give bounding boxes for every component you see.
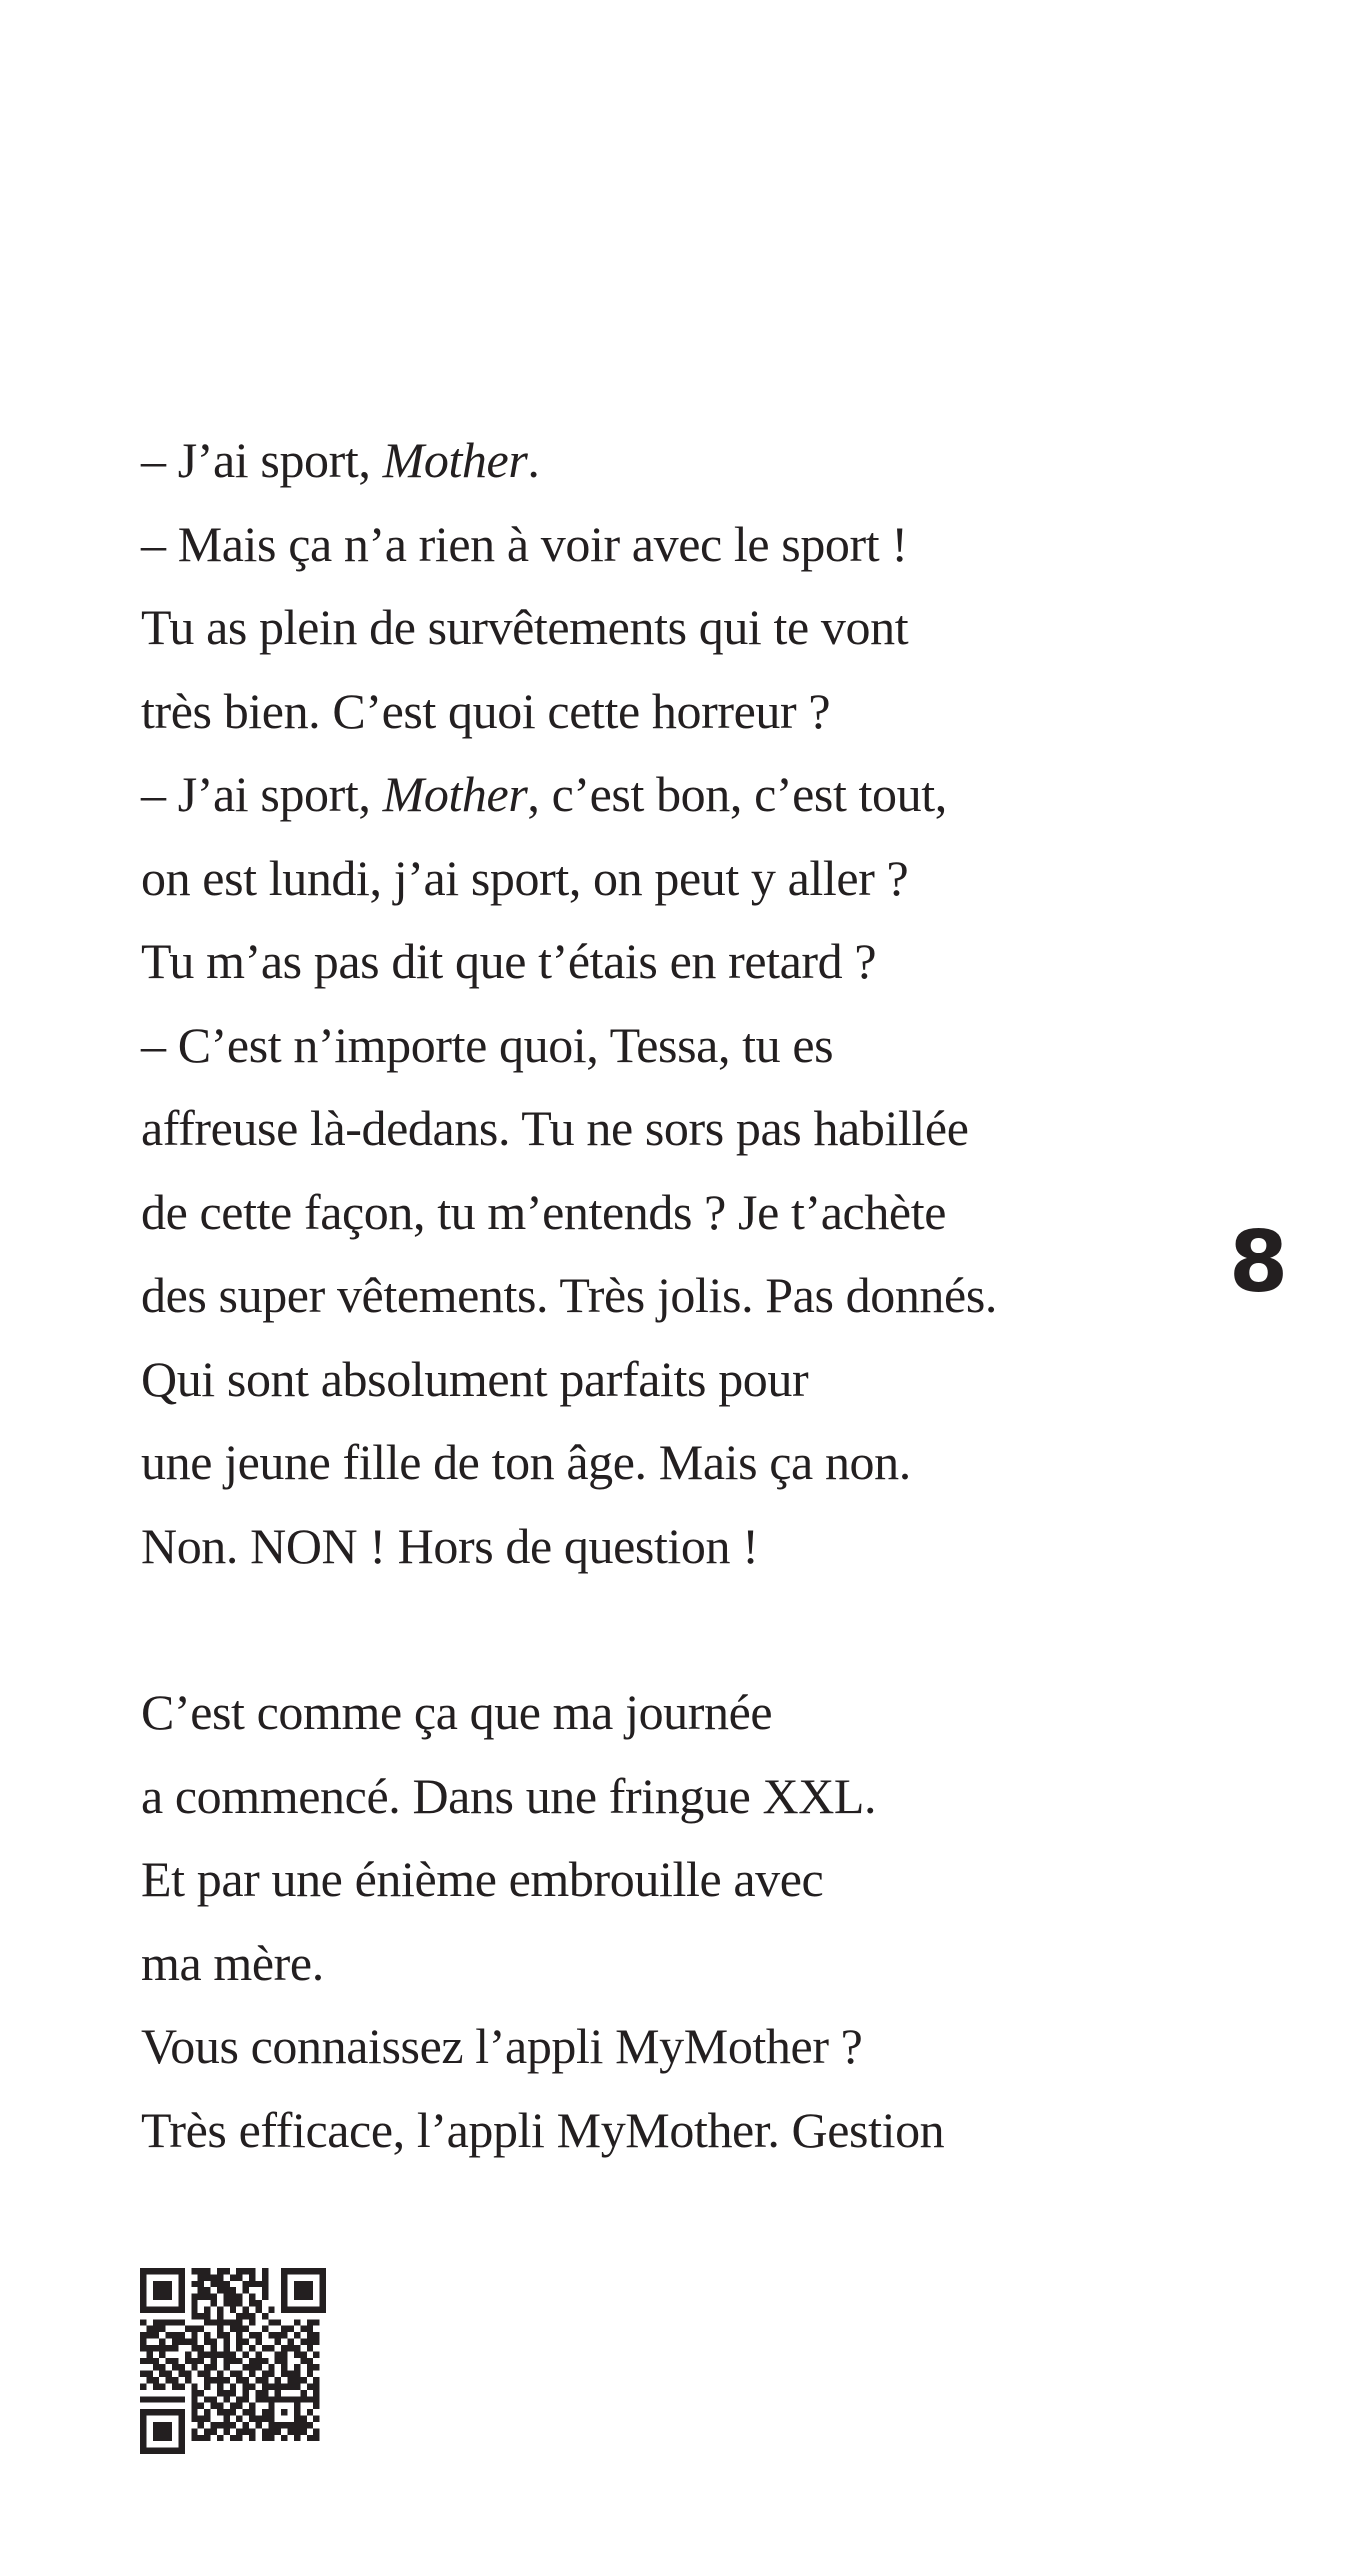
text-segment: Non. NON ! Hors de question ! [141,1517,759,1574]
text-line [141,1671,1141,1755]
text-segment: a commencé. Dans une fringue XXL. [141,1767,877,1824]
italic-text: Mother [382,432,528,488]
text-segment: de cette façon, tu m’entends ? Je t’achète [141,1183,947,1240]
text-line [141,2089,1141,2173]
text-line [141,753,1141,837]
text-line [141,1004,1141,1088]
text-segment: affreuse là-dedans. Tu ne sors pas habillée [141,1100,969,1156]
text-segment: C’est comme ça que ma journée [141,1684,773,1740]
text-segment: – Mais ça n’a rien à voir avec le sport ! [141,515,908,572]
text-segment: Qui sont absolument parfaits pour [141,1350,809,1407]
text-segment: . [527,432,540,488]
text-line [141,1171,1141,1255]
text-line [141,920,1141,1004]
text-segment: – C’est n’importe quoi, Tessa, tu es [141,1016,834,1073]
text-line [141,670,1141,754]
text-line [141,1254,1141,1338]
text-line [141,1755,1141,1839]
paragraph-narration [141,1671,1141,2172]
text-segment: – J’ai sport, [141,766,383,822]
text-segment: Vous connaissez l’appli MyMother ? [141,2018,863,2074]
text-segment: Tu m’as pas dit que t’étais en retard ? [141,933,877,989]
text-segment: des super vêtements. Très jolis. Pas donnés. [141,1267,997,1323]
text-segment: , c’est bon, c’est tout, [527,766,947,822]
text-line [141,1421,1141,1505]
text-line [141,1338,1141,1422]
text-segment: Très efficace, l’appli MyMother. Gestion [141,2101,945,2158]
qr-code-icon[interactable] [140,2268,326,2454]
text-segment: Et par une énième embrouille avec [141,1851,824,1907]
text-segment: on est lundi, j’ai sport, on peut y aller ? [141,849,909,906]
text-segment: très bien. C’est quoi cette horreur ? [141,682,831,739]
italic-text: Mother [382,766,528,822]
text-line [141,2005,1141,2089]
qr-code-graphic [140,2268,326,2454]
text-line [141,586,1141,670]
text-segment: ma mère. [141,1934,324,1991]
text-segment: Tu as plein de survêtements qui te vont [141,599,909,655]
text-segment: une jeune fille de ton âge. Mais ça non. [141,1434,911,1490]
paragraph-dialogue [141,419,1141,1588]
text-line [141,1922,1141,2006]
text-line [141,503,1141,587]
text-line [141,419,1141,503]
text-segment: – J’ai sport, [141,432,383,488]
text-line [141,1838,1141,1922]
text-line [141,837,1141,921]
text-line [141,1505,1141,1589]
page-number: 8 [1229,1213,1289,1312]
text-line [141,1087,1141,1171]
